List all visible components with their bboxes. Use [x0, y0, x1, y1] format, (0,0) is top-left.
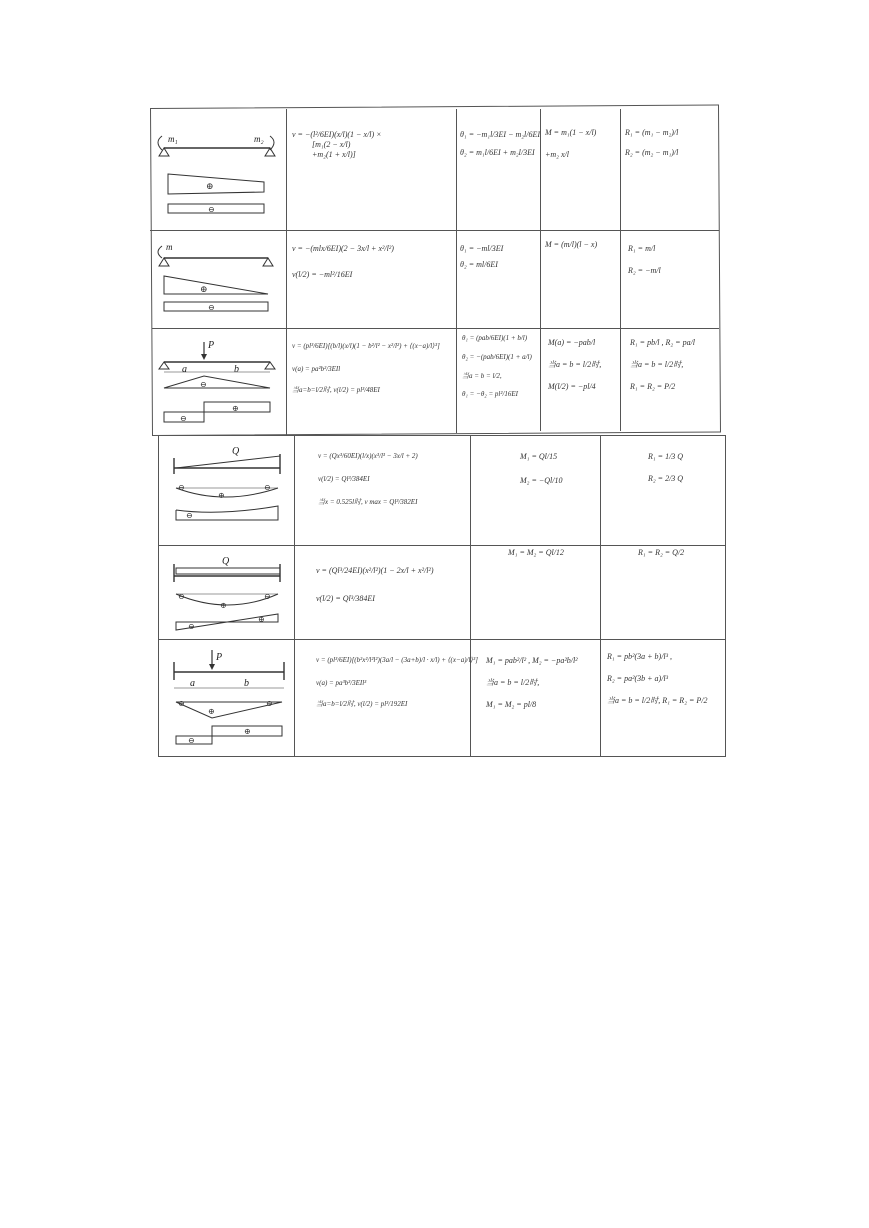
reaction-line: R₂ = (m₂ − m₁)/l	[625, 148, 679, 157]
deflection-line: v = (Qx³/60EI)(l/x)(x³/l³ − 3x/l + 2)	[318, 452, 418, 460]
dimension-label-b: b	[234, 364, 239, 375]
moment-line: M(l/2) = −pl/4	[548, 382, 596, 391]
beam-diagram-row3	[152, 336, 284, 430]
moment-curve	[176, 488, 278, 497]
deflection-cell-row6	[316, 656, 478, 708]
deflection-line: 当x = 0.525l时, v max = Ql³/382EI	[318, 497, 418, 506]
row-divider	[150, 230, 719, 231]
beam-diagram-row2	[152, 236, 284, 322]
deflection-line: 当a=b=l/2时, v(l/2) = pl³/48EI	[292, 385, 380, 394]
positive-sign-icon: ⊕	[244, 727, 251, 736]
positive-sign-icon: ⊕	[258, 615, 265, 624]
angle-line: 当a = b = l/2,	[462, 371, 502, 380]
moment-cell-row3	[548, 338, 601, 392]
reaction-line: R₁ = R₂ = Q/2	[638, 548, 685, 557]
reaction-cell-row3	[630, 338, 695, 392]
dimension-label-b: b	[244, 678, 249, 689]
moment-line: M(a) = −pab/l	[548, 338, 596, 347]
moment-arrow-right	[270, 136, 274, 150]
load-label-q: Q	[232, 446, 240, 457]
row-divider	[152, 328, 719, 329]
moment-diagram-triangle	[164, 376, 270, 388]
roller-support-icon	[265, 148, 275, 156]
moment-label-m2: m₂	[254, 134, 264, 144]
distributed-load-triangle	[176, 456, 280, 468]
moment-cell-row1	[545, 128, 596, 160]
deflection-line: [m₁(2 − x/l)	[312, 140, 351, 149]
deflection-line: v(l/2) = Ql³/384EI	[318, 474, 370, 483]
moment-line: M₂ = −Ql/10	[520, 476, 563, 485]
col-divider	[286, 109, 287, 436]
angle-line: θ₂ = m₁l/6EI + m₂l/3EI	[460, 148, 535, 157]
reaction-cell-row4	[648, 452, 683, 484]
angle-line: θ₂ = ml/6EI	[460, 260, 498, 269]
angle-cell-row2	[460, 244, 503, 270]
dimension-label-a: a	[190, 678, 195, 689]
reaction-line: 当a = b = l/2时, R₁ = R₂ = P/2	[607, 696, 708, 705]
angle-cell-row3	[462, 334, 532, 399]
col-divider	[620, 109, 621, 431]
angle-line: θ₂ = −(pab/6EI)(1 + a/l)	[462, 352, 532, 361]
moment-cell-row5	[508, 548, 564, 558]
moment-cell-row2	[545, 240, 597, 250]
moment-line: +m₂ x/l	[545, 150, 569, 159]
negative-sign-icon: ⊖	[178, 483, 185, 492]
angle-line: θ₁ = −m₁l/3EI − m₂l/6EI	[460, 130, 541, 139]
dimension-label-a: a	[182, 364, 187, 375]
pin-support-icon	[159, 148, 169, 156]
negative-sign-icon: ⊖	[178, 699, 185, 708]
beam-diagram-row4	[160, 440, 292, 542]
deflection-line: v(l/2) = Ql³/384EI	[316, 594, 375, 603]
reaction-line: R₁ = pb²(3a + b)/l³ ,	[607, 652, 673, 661]
roller-support-icon	[265, 362, 275, 369]
beam-diagram-row5	[160, 550, 292, 636]
col-divider	[456, 109, 457, 433]
moment-line: M = (m/l)(l − x)	[545, 240, 598, 249]
col-divider	[294, 435, 295, 757]
reaction-line: R₂ = −m/l	[628, 266, 661, 275]
deflection-line: v = −(mlx/6EI)(2 − 3x/l + x²/l²)	[292, 244, 394, 253]
moment-line: M₁ = M₂ = pl/8	[486, 700, 537, 709]
positive-sign-icon: ⊕	[232, 404, 239, 413]
reaction-cell-row5	[638, 548, 684, 558]
moment-line: M = m₁(1 − x/l)	[545, 128, 597, 137]
uniform-load-block	[176, 568, 280, 574]
negative-sign-icon: ⊖	[266, 699, 273, 708]
positive-sign-icon: ⊕	[200, 284, 208, 294]
negative-sign-icon: ⊖	[178, 592, 185, 601]
moment-label-m: m	[166, 242, 173, 252]
deflection-line: v = (pl³/6EI)[(b/l)(x/l)(1 − b²/l² − x²/l²) + ⟨(x−a)/l⟩³]	[292, 342, 440, 350]
moment-label-m1: m₁	[168, 134, 178, 144]
angle-line: θ₁ = (pab/6EI)(1 + b/l)	[462, 334, 528, 342]
deflection-line: v = (Ql³/24EI)(x²/l²)(1 − 2x/l + x²/l²)	[316, 566, 434, 575]
col-divider	[470, 435, 471, 757]
negative-sign-icon: ⊖	[264, 483, 271, 492]
moment-line: 当a = b = l/2时,	[486, 678, 540, 687]
negative-sign-icon: ⊖	[200, 380, 207, 389]
moment-line: M₁ = pab²/l² , M₂ = −pa²b/l²	[486, 656, 578, 665]
col-divider	[600, 435, 601, 757]
deflection-cell-row4	[318, 452, 418, 506]
moment-line: M₁ = M₂ = Ql/12	[508, 548, 564, 557]
shear-diagram-negative	[168, 204, 264, 213]
deflection-line: v = −(l²/6EI)(x/l)(1 − x/l) ×	[292, 130, 382, 139]
load-label-q: Q	[222, 556, 230, 567]
reaction-line: R₂ = pa²(3b + a)/l³	[607, 674, 669, 683]
negative-sign-icon: ⊖	[188, 622, 195, 631]
reaction-line: R₁ = (m₁ − m₂)/l	[625, 128, 679, 137]
reaction-line: R₁ = m/l	[628, 244, 656, 253]
reaction-cell-row1	[625, 128, 678, 158]
deflection-cell-row3	[292, 342, 440, 394]
deflection-line: 当a=b=l/2时, v(l/2) = pl³/192EI	[316, 699, 408, 708]
deflection-line: v(l/2) = −ml²/16EI	[292, 270, 353, 279]
pin-support-icon	[159, 258, 169, 266]
moment-diagram-triangle	[164, 276, 268, 294]
reaction-line: R₁ = R₂ = P/2	[630, 382, 676, 391]
angle-line: θ₁ = −ml/3EI	[460, 244, 504, 253]
deflection-cell-row1	[292, 130, 382, 160]
deflection-cell-row2	[292, 244, 394, 280]
deflection-line: v(a) = pa²b²/3EIl	[292, 364, 341, 373]
load-label-p: P	[216, 652, 223, 663]
reaction-line: R₂ = 2/3 Q	[648, 474, 684, 483]
deflection-line: v = (pl³/6EI)[(b²x²/l²l²)(3a/l − (3a+b)/l · x/l) + ⟨(x−a)/l⟩³]	[316, 656, 478, 664]
row-divider	[158, 545, 726, 546]
negative-sign-icon: ⊖	[180, 414, 187, 423]
positive-sign-icon: ⊕	[218, 491, 225, 500]
moment-diagram-positive	[168, 174, 264, 194]
row-divider	[158, 639, 726, 640]
reaction-line: R₁ = pb/l , R₂ = pa/l	[630, 338, 696, 347]
pin-support-icon	[159, 362, 169, 369]
negative-sign-icon: ⊖	[208, 205, 215, 214]
positive-sign-icon: ⊕	[208, 707, 215, 716]
deflection-line: v(a) = pa³b³/3EIl³	[316, 678, 367, 687]
reaction-cell-row2	[628, 244, 661, 276]
moment-cell-row4	[520, 452, 562, 486]
roller-support-icon	[263, 258, 273, 266]
moment-cell-row6	[486, 656, 578, 710]
negative-sign-icon: ⊖	[188, 736, 195, 745]
negative-sign-icon: ⊖	[208, 303, 215, 312]
reaction-line: R₁ = 1/3 Q	[648, 452, 684, 461]
beam-diagram-row1	[152, 112, 284, 224]
angle-cell-row1	[460, 130, 540, 158]
arrow-head-icon	[209, 664, 215, 670]
col-divider	[540, 109, 541, 431]
reaction-cell-row6	[607, 652, 707, 706]
negative-sign-icon: ⊖	[186, 511, 193, 520]
negative-sign-icon: ⊖	[264, 592, 271, 601]
shear-diagram-negative	[164, 302, 268, 311]
positive-sign-icon: ⊕	[220, 601, 227, 610]
moment-arrow-left	[158, 136, 162, 150]
moment-line: 当a = b = l/2时,	[548, 360, 602, 369]
angle-line: θ₁ = −θ₂ = pl²/16EI	[462, 390, 519, 399]
beam-diagram-row6	[160, 644, 292, 750]
moment-curve	[176, 594, 278, 605]
load-label-p: P	[208, 340, 215, 351]
moment-line: M₁ = Ql/15	[520, 452, 558, 461]
deflection-line: +m₂(1 + x/l)]	[312, 150, 356, 159]
arrow-head-icon	[201, 354, 207, 360]
deflection-cell-row5	[316, 566, 433, 604]
reaction-line: 当a = b = l/2时,	[630, 360, 684, 369]
positive-sign-icon: ⊕	[206, 181, 214, 191]
moment-arrow	[158, 246, 162, 258]
